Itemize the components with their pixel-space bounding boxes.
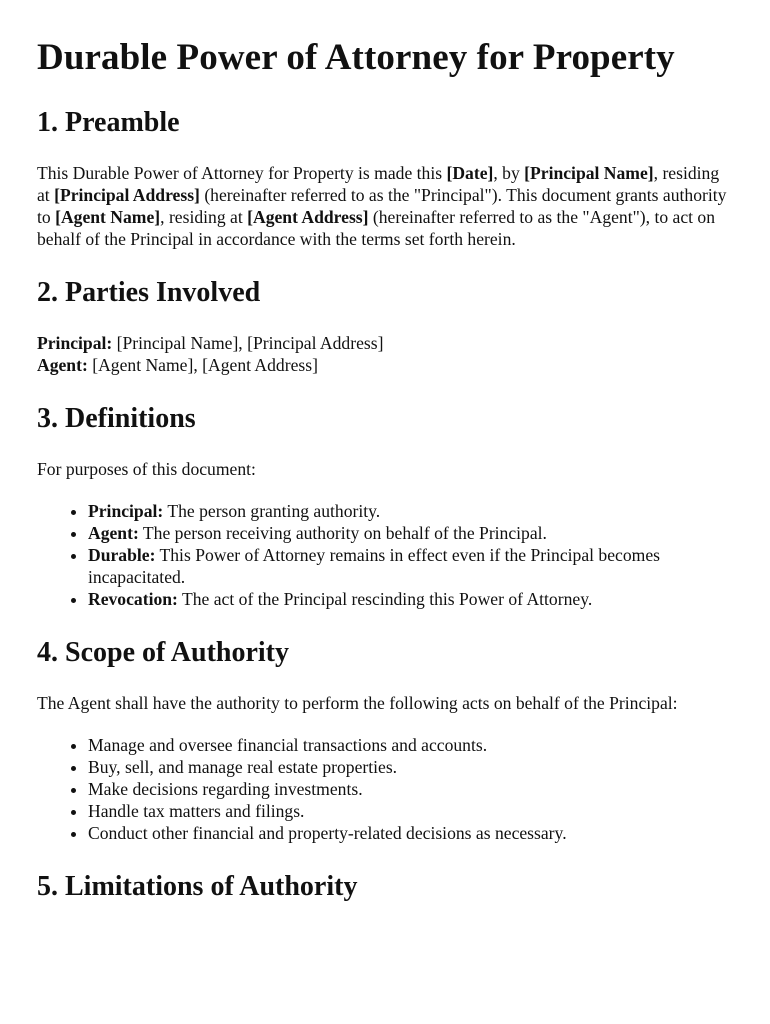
section-definitions	[37, 402, 730, 610]
preamble-text: This Durable Power of Attorney for Property is made this	[37, 163, 447, 183]
preamble-text: (hereinafter referred to as the "Agent"), to act on behalf of the Principal in accordance with the terms set forth herein.	[37, 207, 716, 249]
preamble-text: (hereinafter referred to as the "Principal"). This document grants authority to	[37, 185, 727, 227]
definition-text: The person granting authority.	[163, 501, 381, 521]
list-item: • Manage and oversee financial transactions and accounts.	[88, 734, 730, 756]
list-item: • Handle tax matters and filings.	[88, 800, 730, 822]
list-item: • Buy, sell, and manage real estate properties.	[88, 756, 730, 778]
principal-name-placeholder: [Principal Name]	[524, 163, 654, 183]
list-item	[88, 544, 730, 588]
agent-address-placeholder: [Agent Address]	[247, 207, 369, 227]
agent-name-placeholder: [Agent Name]	[55, 207, 161, 227]
definition-term: Revocation:	[88, 589, 178, 609]
list-item	[88, 500, 730, 522]
section-heading-definitions: 3. Definitions	[37, 403, 196, 434]
list-item: • Make decisions regarding investments.	[88, 778, 730, 800]
definition-text: The act of the Principal rescinding this Power of Attorney.	[177, 589, 593, 609]
definition-term: Agent:	[88, 523, 139, 543]
preamble-paragraph	[37, 162, 730, 250]
principal-address-placeholder: [Principal Address]	[54, 185, 200, 205]
definition-text: This Power of Attorney remains in effect even if the Principal becomes incapacitated.	[88, 545, 660, 587]
principal-label: Principal:	[37, 333, 113, 353]
definitions-list	[37, 500, 730, 610]
preamble-text: , residing at	[160, 207, 248, 227]
section-heading-scope: 4. Scope of Authority	[37, 637, 289, 668]
section-limitations	[37, 870, 730, 904]
section-preamble	[37, 106, 730, 250]
definition-term: Durable:	[88, 545, 156, 565]
principal-value: [Principal Name], [Principal Address]	[112, 333, 384, 353]
section-scope	[37, 636, 730, 844]
definition-term: Principal:	[88, 501, 164, 521]
scope-intro: The Agent shall have the authority to perform the following acts on behalf of the Principal:	[37, 693, 678, 713]
preamble-text: , by	[493, 163, 525, 183]
list-item: • Conduct other financial and property-related decisions as necessary.	[88, 822, 730, 844]
parties-paragraph	[37, 332, 730, 376]
document-title: Durable Power of Attorney for Property	[37, 37, 675, 78]
agent-label: Agent:	[37, 355, 88, 375]
date-placeholder: [Date]	[446, 163, 494, 183]
definition-text: The person receiving authority on behalf of the Principal.	[138, 523, 547, 543]
agent-value: [Agent Name], [Agent Address]	[87, 355, 318, 375]
definitions-intro: For purposes of this document:	[37, 459, 256, 479]
list-item	[88, 522, 730, 544]
list-item	[88, 588, 730, 610]
section-heading-limitations: 5. Limitations of Authority	[37, 871, 358, 902]
section-parties	[37, 276, 730, 376]
scope-list	[37, 734, 730, 844]
section-heading-parties: 2. Parties Involved	[37, 277, 261, 308]
section-heading-preamble: 1. Preamble	[37, 107, 180, 138]
preamble-text: , residing at	[37, 163, 720, 205]
